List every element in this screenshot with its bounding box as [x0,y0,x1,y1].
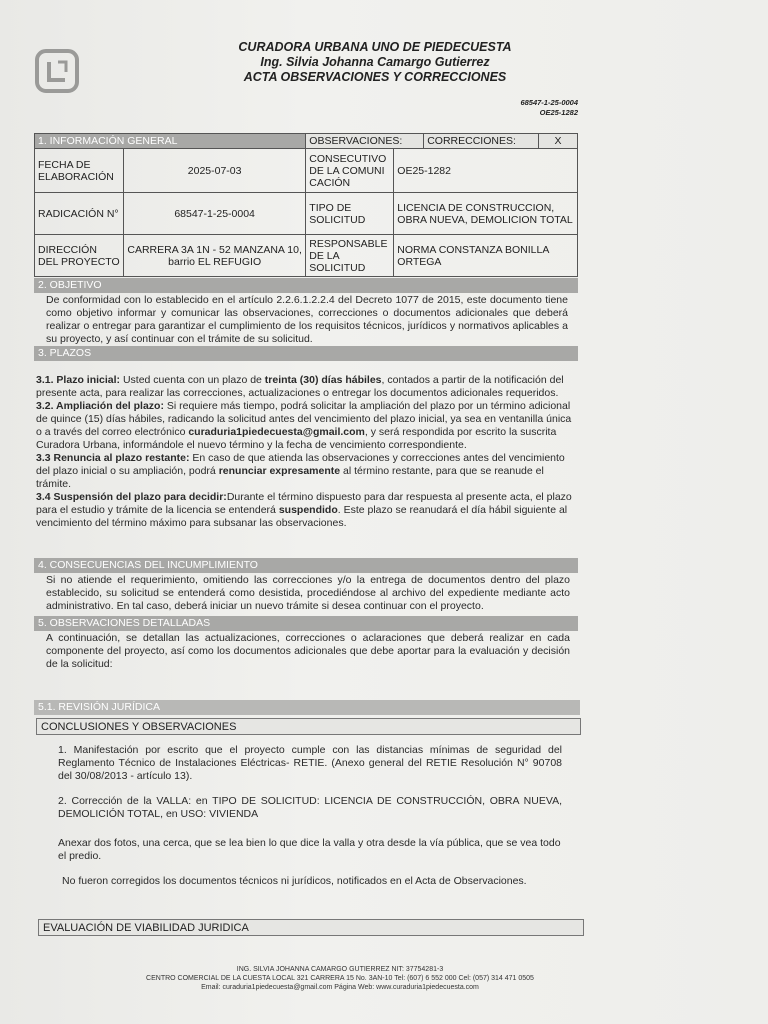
consecutivo-label: CONSECUTIVO DE LA COMUNI CACIÓN [306,149,394,193]
objetivo-header: 2. OBJETIVO [34,278,578,293]
general-info-table [34,133,578,277]
direccion-label: DIRECCIÓN DEL PROYECTO [35,235,124,277]
fecha-value: 2025-07-03 [123,149,305,193]
renuncia-plazo: 3.3 Renuncia al plazo restante: En caso de que atienda las observaciones y correcciones antes del vencimiento del plazo inicial o su ampliación, podrá renunciar expresamente al término restante, para que se reanude el trámite. [36,452,565,490]
consecutivo-value: OE25-1282 [394,149,578,193]
observaciones-header: 5. OBSERVACIONES DETALLADAS [34,616,578,631]
curaduria-logo [34,48,80,94]
objetivo-text: De conformidad con lo establecido en el artículo 2.2.6.1.2.2.4 del Decreto 1077 de 2015, este documento tiene como objetivo informar y comunicar las observaciones, correcciones o documentos adicionales que deberá realizar o entregar para garantizar el cumplimiento de los requisitos técnicos, jurídicos y normativos aplicables a su proyecto, y así continuar con el trámite de su solicitud. [46,294,568,345]
tipo-solicitud-value: LICENCIA DE CONSTRUCCION, OBRA NUEVA, DEMOLICION TOTAL [394,193,578,235]
responsable-value: NORMA CONSTANZA BONILLA ORTEGA [394,235,578,277]
radicacion-label: RADICACIÓN N° [35,193,124,235]
page-footer [60,965,620,992]
footer-line-3: Email: curaduria1piedecuesta@gmail.com Página Web: www.curaduria1piedecuesta.com [201,984,479,991]
correcciones-label: CORRECCIONES: [424,134,539,149]
conclusiones-header: CONCLUSIONES Y OBSERVACIONES [36,718,581,735]
suspension-plazo: 3.4 Suspensión del plazo para decidir:Durante el término dispuesto para dar respuesta al presente acta, el plazo para el estudio y trámite de la licencia se entenderá suspendido. Este plazo se reanudará el día hábil siguiente al vencimiento del término máximo para subsanar las observaciones. [36,491,572,529]
consecuencias-text: Si no atiende el requerimiento, omitiendo las correcciones y/o la entrega de documentos dentro del plazo establecido, su solicitud se entenderá como desistida, procediéndose al archivo del expediente mediante acto administrativo. En tal caso, deberá iniciar un nuevo trámite si desea continuar con el proyecto. [46,574,570,612]
footer-line-2: CENTRO COMERCIAL DE LA CUESTA LOCAL 321 CARRERA 15 No. 3AN-10 Tel: (607) 6 552 000 Cel: (057) 314 471 0505 [146,975,534,982]
revision-item-2: 2. Corrección de la VALLA: en TIPO DE SOLICITUD: LICENCIA DE CONSTRUCCIÓN, OBRA NUEVA, DEMOLICIÓN TOTAL, en USO: VIVIENDA [58,795,562,820]
revision-item-3: Anexar dos fotos, una cerca, que se lea bien lo que dice la valla y otra desde la vía pública, que se vea todo el predio. [58,837,561,862]
revision-item-1: 1. Manifestación por escrito que el proyecto cumple con las distancias mínimas de seguridad del Reglamento Técnico de Instalaciones Eléctricas- RETIE. (Anexo general del RETIE Resolución N° 90708 del 30/08/2013 - artículo 13). [58,744,562,782]
header-title-3: ACTA OBSERVACIONES Y CORRECCIONES [243,70,507,84]
observaciones-text: A continuación, se detallan las actualizaciones, correcciones o aclaraciones que deberá realizar en cada componente del proyecto, así como los documentos adicionales que debe aportar para la evaluación y decisión de la solicitud: [46,632,570,670]
radicacion-value: 68547-1-25-0004 [123,193,305,235]
document-header [150,40,600,85]
plazos-text [36,374,572,530]
reference-consecutivo: OE25-1282 [539,108,578,117]
revision-juridica-header: 5.1. REVISIÓN JURÍDICA [34,700,580,715]
observaciones-label: OBSERVACIONES: [306,134,424,149]
plazos-header: 3. PLAZOS [34,346,578,361]
header-title-2: Ing. Silvia Johanna Camargo Gutierrez [260,55,490,69]
reference-radicacion: 68547-1-25-0004 [520,98,578,107]
responsable-label: RESPONSABLE DE LA SOLICITUD [306,235,394,277]
header-title-1: CURADORA URBANA UNO DE PIEDECUESTA [238,40,512,54]
tipo-solicitud-label: TIPO DE SOLICITUD [306,193,394,235]
ampliacion-plazo: 3.2. Ampliación del plazo: Si requiere más tiempo, podrá solicitar la ampliación del plazo por un término adicional de quince (15) días hábiles, radicando la solicitud antes del vencimiento del plazo inicial, ya sea en ventanilla única o a través del correo electrónico curaduria1piedecuesta@gmail.com, y será respondida por escrito la suscrita Curadora Urbana, informándole el nuevo término y la fecha de vencimiento correspondiente. [36,400,572,451]
correcciones-mark: X [539,134,578,149]
consecuencias-header: 4. CONSECUENCIAS DEL INCUMPLIMIENTO [34,558,578,573]
direccion-value: CARRERA 3A 1N - 52 MANZANA 10, barrio EL REFUGIO [123,235,305,277]
revision-item-4: No fueron corregidos los documentos técnicos ni jurídicos, notificados en el Acta de Observaciones. [62,875,527,887]
reference-codes [520,98,578,118]
plazo-inicial: 3.1. Plazo inicial: Usted cuenta con un plazo de treinta (30) días hábiles, contados a partir de la notificación del presente acta, para realizar las correcciones, actualizaciones o entregar los documentos adicionales requeridos. [36,374,564,399]
footer-line-1: ING. SILVIA JOHANNA CAMARGO GUTIERREZ NIT: 37754281-3 [236,966,444,973]
info-section-title: 1. INFORMACIÓN GENERAL [35,134,306,149]
fecha-label: FECHA DE ELABORACIÓN [35,149,124,193]
evaluacion-header: EVALUACIÓN DE VIABILIDAD JURIDICA [38,919,584,936]
